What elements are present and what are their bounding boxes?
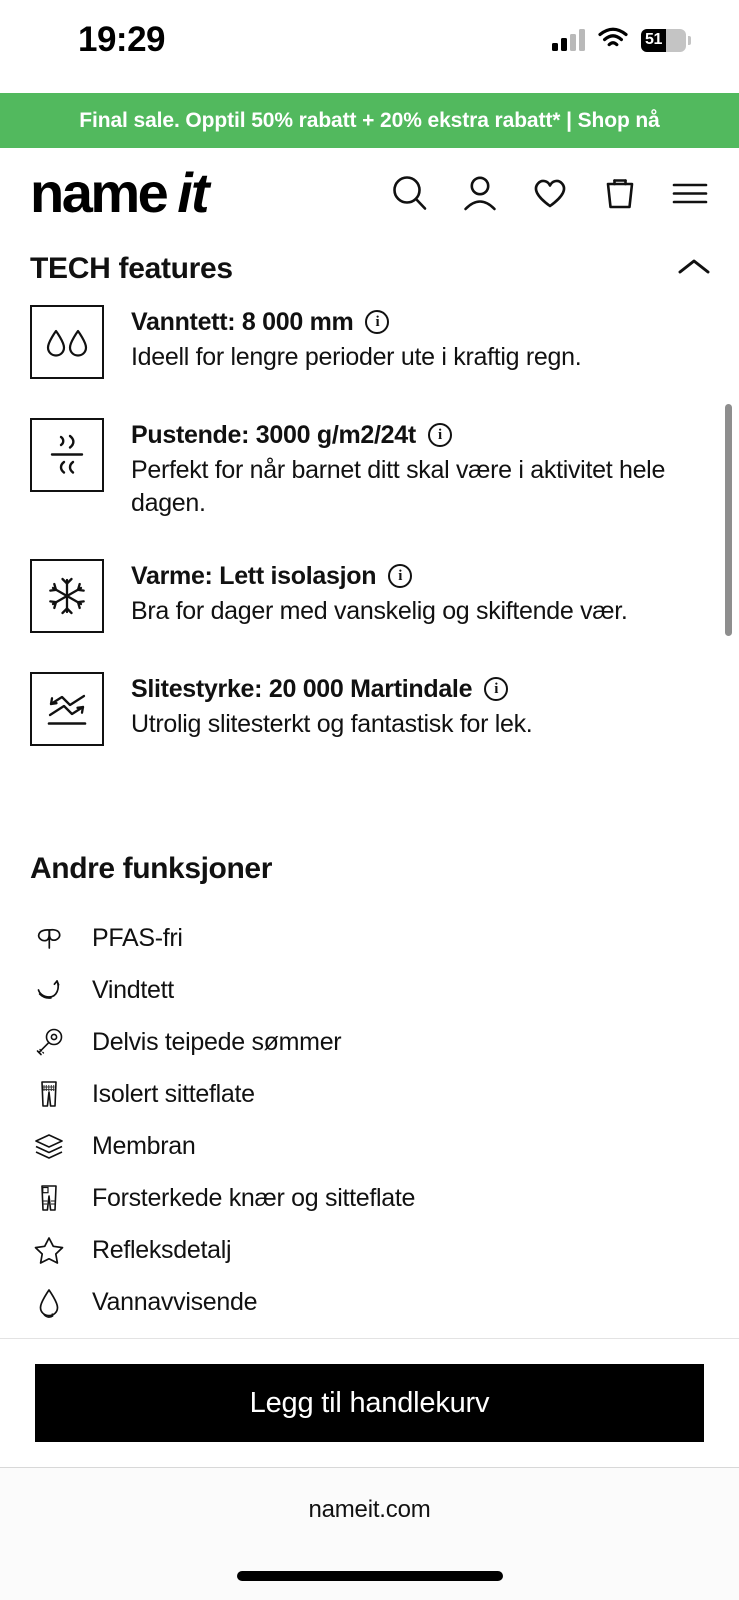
other-features-list xyxy=(0,912,739,1328)
tech-feature-row xyxy=(30,672,709,746)
tech-feature-row xyxy=(30,305,709,379)
other-feature-label: Vannavvisende xyxy=(92,1287,258,1316)
other-feature-label: Delvis teipede sømmer xyxy=(92,1027,342,1056)
waterproof-droplets-icon xyxy=(30,305,104,379)
tech-feature-body xyxy=(131,559,628,628)
battery-cap xyxy=(688,36,691,45)
insulated-seat-pants-icon xyxy=(30,1075,68,1113)
tech-feature-description: Ideell for lengre perioder ute i kraftig regn. xyxy=(131,343,582,371)
taped-seams-icon xyxy=(30,1023,68,1061)
info-circle-icon[interactable]: i xyxy=(388,564,412,588)
durability-abrasion-icon xyxy=(30,672,104,746)
tech-feature-body xyxy=(131,418,696,520)
heart-wishlist-icon[interactable] xyxy=(529,172,571,214)
header-icon-group xyxy=(389,172,711,214)
tech-feature-title: Slitestyrke: 20 000 Martindale xyxy=(131,675,473,703)
tech-feature-body xyxy=(131,672,532,741)
site-header xyxy=(0,148,739,237)
ios-status-bar xyxy=(0,0,739,80)
browser-url-label[interactable]: nameit.com xyxy=(308,1496,431,1523)
tech-feature-body xyxy=(131,305,581,374)
page-scrollbar-thumb[interactable] xyxy=(725,404,732,636)
other-feature-label: Refleksdetalj xyxy=(92,1235,232,1264)
tech-feature-description: Utrolig slitesterkt og fantastisk for lek. xyxy=(131,710,533,738)
other-feature-item xyxy=(30,1016,709,1068)
tech-feature-title-row xyxy=(131,674,532,704)
other-features-title: Andre funksjoner xyxy=(30,852,272,885)
battery-icon xyxy=(641,29,686,52)
shopping-bag-icon[interactable] xyxy=(599,172,641,214)
wifi-icon xyxy=(598,27,628,54)
search-icon[interactable] xyxy=(389,172,431,214)
leaf-pfas-free-icon xyxy=(30,919,68,957)
other-feature-item xyxy=(30,1172,709,1224)
other-feature-item xyxy=(30,1068,709,1120)
tech-feature-row xyxy=(30,418,709,520)
tech-features-accordion-header[interactable] xyxy=(0,243,739,295)
cellular-signal-icon xyxy=(552,29,585,51)
battery-percent-label: 51 xyxy=(645,31,662,48)
other-feature-item xyxy=(30,964,709,1016)
sticky-add-to-cart-bar xyxy=(0,1338,739,1467)
water-repellent-droplet-icon xyxy=(30,1283,68,1321)
ios-home-indicator[interactable] xyxy=(237,1571,503,1581)
tech-feature-description: Bra for dager med vanskelig og skiftende vær. xyxy=(131,597,628,625)
tech-feature-title: Varme: Lett isolasjon xyxy=(131,562,377,590)
tech-feature-title-row xyxy=(131,307,581,337)
clipped-page-content-sliver xyxy=(0,80,739,93)
hamburger-menu-icon[interactable] xyxy=(669,172,711,214)
user-account-icon[interactable] xyxy=(459,172,501,214)
wind-swirl-icon xyxy=(30,971,68,1009)
info-circle-icon[interactable]: i xyxy=(484,677,508,701)
logo-word-it: it xyxy=(177,160,208,224)
info-circle-icon[interactable]: i xyxy=(365,310,389,334)
other-feature-item xyxy=(30,1276,709,1328)
warmth-snowflake-icon xyxy=(30,559,104,633)
info-circle-icon[interactable]: i xyxy=(428,423,452,447)
tech-feature-row xyxy=(30,559,709,633)
status-bar-indicators xyxy=(552,27,691,54)
reflective-star-icon xyxy=(30,1231,68,1269)
other-feature-label: Vindtett xyxy=(92,975,174,1004)
other-feature-item xyxy=(30,1120,709,1172)
tech-features-list xyxy=(0,305,739,785)
tech-feature-title-row xyxy=(131,420,696,450)
other-feature-item xyxy=(30,912,709,964)
breathability-vapor-icon xyxy=(30,418,104,492)
chevron-up-icon[interactable] xyxy=(677,256,711,283)
tech-feature-title: Vanntett: 8 000 mm xyxy=(131,308,354,336)
browser-bottom-bar xyxy=(0,1467,739,1600)
membrane-layers-icon xyxy=(30,1127,68,1165)
other-feature-label: Isolert sitteflate xyxy=(92,1079,255,1108)
tech-feature-description: Perfekt for når barnet ditt skal være i aktivitet hele dagen. xyxy=(131,456,666,517)
tech-feature-title: Pustende: 3000 g/m2/24t xyxy=(131,421,416,449)
tech-feature-title-row xyxy=(131,561,628,591)
other-feature-label: Membran xyxy=(92,1131,196,1160)
promo-banner[interactable] xyxy=(0,93,739,148)
other-feature-label: PFAS-fri xyxy=(92,923,183,952)
logo-word-name: name xyxy=(30,160,167,224)
other-feature-item xyxy=(30,1224,709,1276)
name-it-logo[interactable] xyxy=(30,160,208,224)
accordion-title: TECH features xyxy=(30,252,233,285)
reinforced-knees-pants-icon xyxy=(30,1179,68,1217)
add-to-cart-button[interactable]: Legg til handlekurv xyxy=(35,1364,704,1442)
promo-banner-text: Final sale. Opptil 50% rabatt + 20% ekstra rabatt* | Shop nå xyxy=(79,108,660,132)
other-feature-label: Forsterkede knær og sitteflate xyxy=(92,1183,416,1212)
status-bar-clock: 19:29 xyxy=(78,20,166,59)
